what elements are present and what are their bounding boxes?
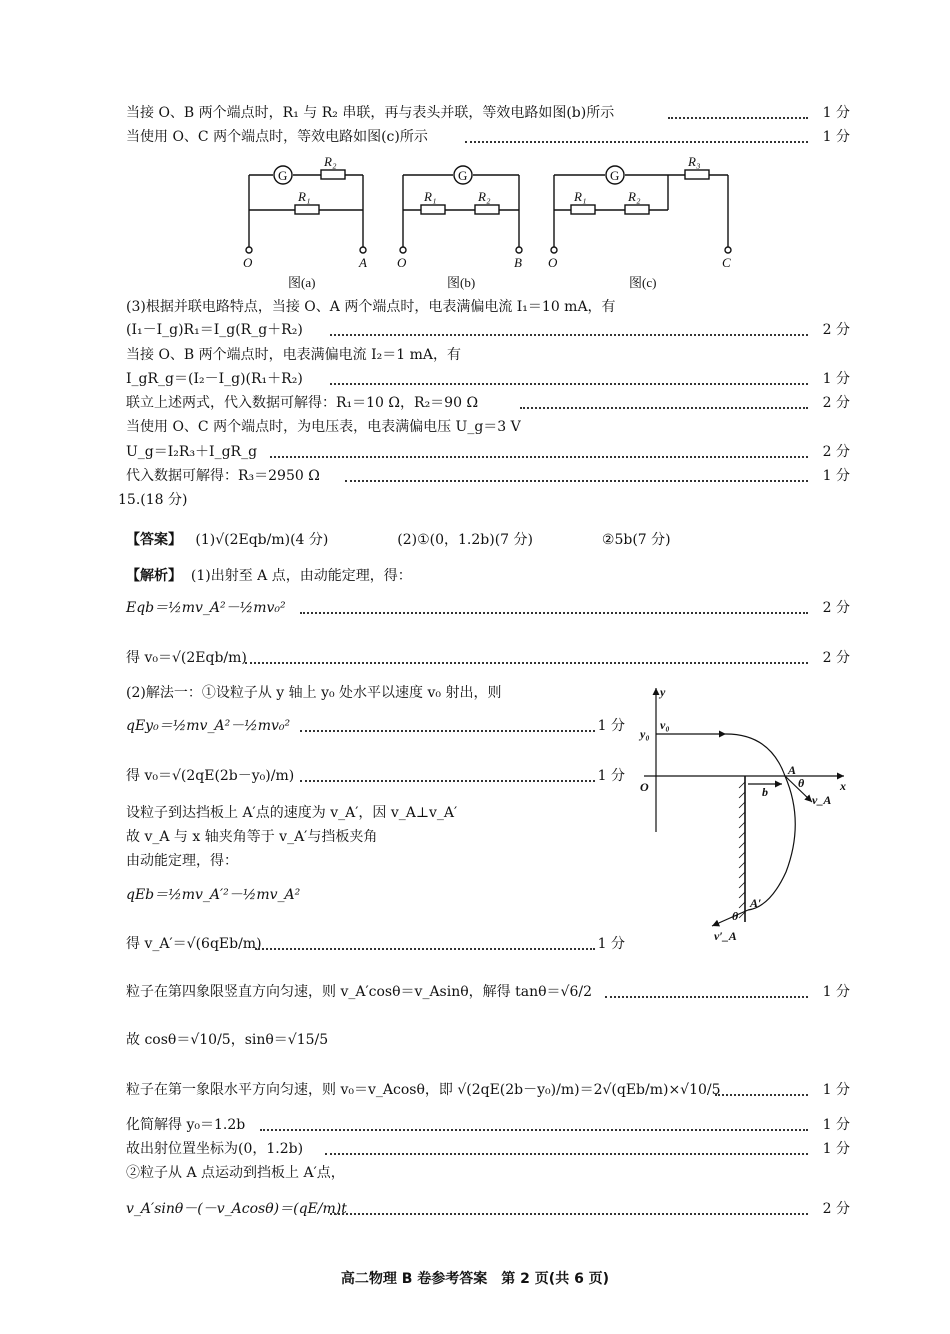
eq-3: qEy₀＝½mv_A²－½mv₀² bbox=[126, 718, 291, 734]
line-1: 当接 O、B 两个端点时，R₁ 与 R₂ 串联，再与表头并联，等效电路如图(b)所示 bbox=[126, 105, 615, 121]
svg-text:O: O bbox=[548, 255, 558, 270]
line-10: 代入数据可解得：R₃＝2950 Ω bbox=[126, 468, 320, 484]
line-9: U_g＝I₂R₃＋I_gR_g bbox=[126, 444, 258, 460]
eq-5: qEb＝½mv_A′²－½mv_A² bbox=[126, 887, 301, 903]
svg-text:B: B bbox=[514, 255, 522, 270]
text-2: 故 v_A 与 x 轴夹角等于 v_A′与挡板夹角 bbox=[126, 829, 378, 845]
eq-4: 得 v₀＝√(2qE(2b－y₀)/m) bbox=[126, 768, 295, 784]
eq-2: 得 v₀＝√(2Eqb/m) bbox=[126, 650, 247, 666]
svg-text:C: C bbox=[722, 255, 731, 270]
circuit-figures bbox=[235, 155, 755, 290]
line-4: (I₁－I_g)R₁＝I_g(R_g＋R₂) bbox=[126, 322, 303, 338]
text-4: 粒子在第四象限竖直方向匀速，则 v_A′cosθ＝v_Asinθ，解得 tanθ＝√6/2 bbox=[126, 984, 592, 1000]
svg-text:O: O bbox=[243, 255, 253, 270]
svg-text:v′_A: v′_A bbox=[714, 929, 737, 943]
trajectory-diagram bbox=[630, 682, 860, 947]
svg-text:R₁: R₁ bbox=[574, 189, 587, 204]
svg-text:x: x bbox=[840, 779, 846, 793]
svg-text:O: O bbox=[640, 780, 649, 794]
svg-text:R₂: R₂ bbox=[324, 155, 337, 169]
question-15: 15.(18 分) bbox=[118, 492, 188, 508]
svg-text:图(b): 图(b) bbox=[447, 275, 476, 290]
method-1: (2)解法一：①设粒子从 y 轴上 y₀ 处水平以速度 v₀ 射出，则 bbox=[126, 685, 502, 701]
line-3: (3)根据并联电路特点，当接 O、A 两个端点时，电表满偏电流 I₁＝10 mA，有 bbox=[126, 299, 616, 315]
g-label-a: G bbox=[278, 168, 288, 183]
svg-text:图(c): 图(c) bbox=[629, 275, 657, 290]
page-footer: 高二物理 B 卷参考答案 第 2 页(共 6 页) bbox=[340, 1271, 610, 1287]
svg-text:y: y bbox=[660, 685, 666, 699]
svg-text:图(a): 图(a) bbox=[288, 275, 316, 290]
score-1: 1 分 bbox=[822, 105, 850, 121]
text-5: 故 cosθ＝√10/5，sinθ＝√15/5 bbox=[126, 1032, 329, 1048]
analysis-intro: 【解析】 (1)出射至 A 点，由动能定理，得： bbox=[126, 568, 412, 584]
line-6: I_gR_g＝(I₂－I_g)(R₁＋R₂) bbox=[126, 371, 303, 387]
svg-text:R₁: R₁ bbox=[298, 189, 311, 204]
line-2: 当使用 O、C 两个端点时，等效电路如图(c)所示 bbox=[126, 129, 428, 145]
answer-row: 【答案】 (1)√(2Eqb/m)(4 分) (2)①(0，1.2b)(7 分) ②5b(7 分) bbox=[126, 532, 671, 548]
svg-text:y₀: y₀ bbox=[640, 727, 650, 741]
text-3: 由动能定理，得： bbox=[126, 853, 238, 869]
text-6: 粒子在第一象限水平方向匀速，则 v₀＝v_Acosθ，即 √(2qE(2b－y₀)/m)＝2√(qEb/m)×√10/5 bbox=[126, 1082, 721, 1098]
text-9: ②粒子从 A 点运动到挡板上 A′点， bbox=[126, 1165, 345, 1181]
svg-text:A: A bbox=[788, 763, 797, 777]
text-8: 故出射位置坐标为(0，1.2b) bbox=[126, 1141, 304, 1157]
svg-text:v₀: v₀ bbox=[660, 718, 670, 732]
svg-text:O: O bbox=[397, 255, 407, 270]
text-1: 设粒子到达挡板上 A′点的速度为 v_A′，因 v_A⊥v_A′ bbox=[126, 805, 458, 821]
line-5: 当接 O、B 两个端点时，电表满偏电流 I₂＝1 mA，有 bbox=[126, 347, 462, 363]
svg-text:G: G bbox=[610, 168, 620, 183]
eq-6: 得 v_A′＝√(6qEb/m) bbox=[126, 936, 262, 952]
svg-text:G: G bbox=[458, 168, 468, 183]
svg-text:v_A: v_A bbox=[812, 793, 832, 807]
score-2: 1 分 bbox=[822, 129, 850, 145]
svg-text:b: b bbox=[762, 785, 768, 799]
svg-text:A′: A′ bbox=[750, 896, 762, 910]
svg-text:R₂: R₂ bbox=[628, 189, 641, 204]
svg-text:R₂: R₂ bbox=[478, 189, 491, 204]
svg-text:R₁: R₁ bbox=[424, 189, 437, 204]
line-8: 当使用 O、C 两个端点时，为电压表，电表满偏电压 U_g＝3 V bbox=[126, 419, 521, 435]
svg-text:A: A bbox=[359, 255, 367, 270]
svg-text:θ: θ bbox=[732, 909, 739, 923]
svg-text:θ: θ bbox=[798, 776, 805, 790]
eq-7: v_A′sinθ－(－v_Acosθ)＝(qE/m)t bbox=[126, 1201, 347, 1217]
text-7: 化简解得 y₀＝1.2b bbox=[126, 1117, 246, 1133]
line-7: 联立上述两式，代入数据可解得：R₁＝10 Ω，R₂＝90 Ω bbox=[126, 395, 479, 411]
eq-1: Eqb＝½mv_A²－½mv₀² bbox=[126, 600, 286, 616]
svg-text:R₃: R₃ bbox=[688, 155, 701, 169]
